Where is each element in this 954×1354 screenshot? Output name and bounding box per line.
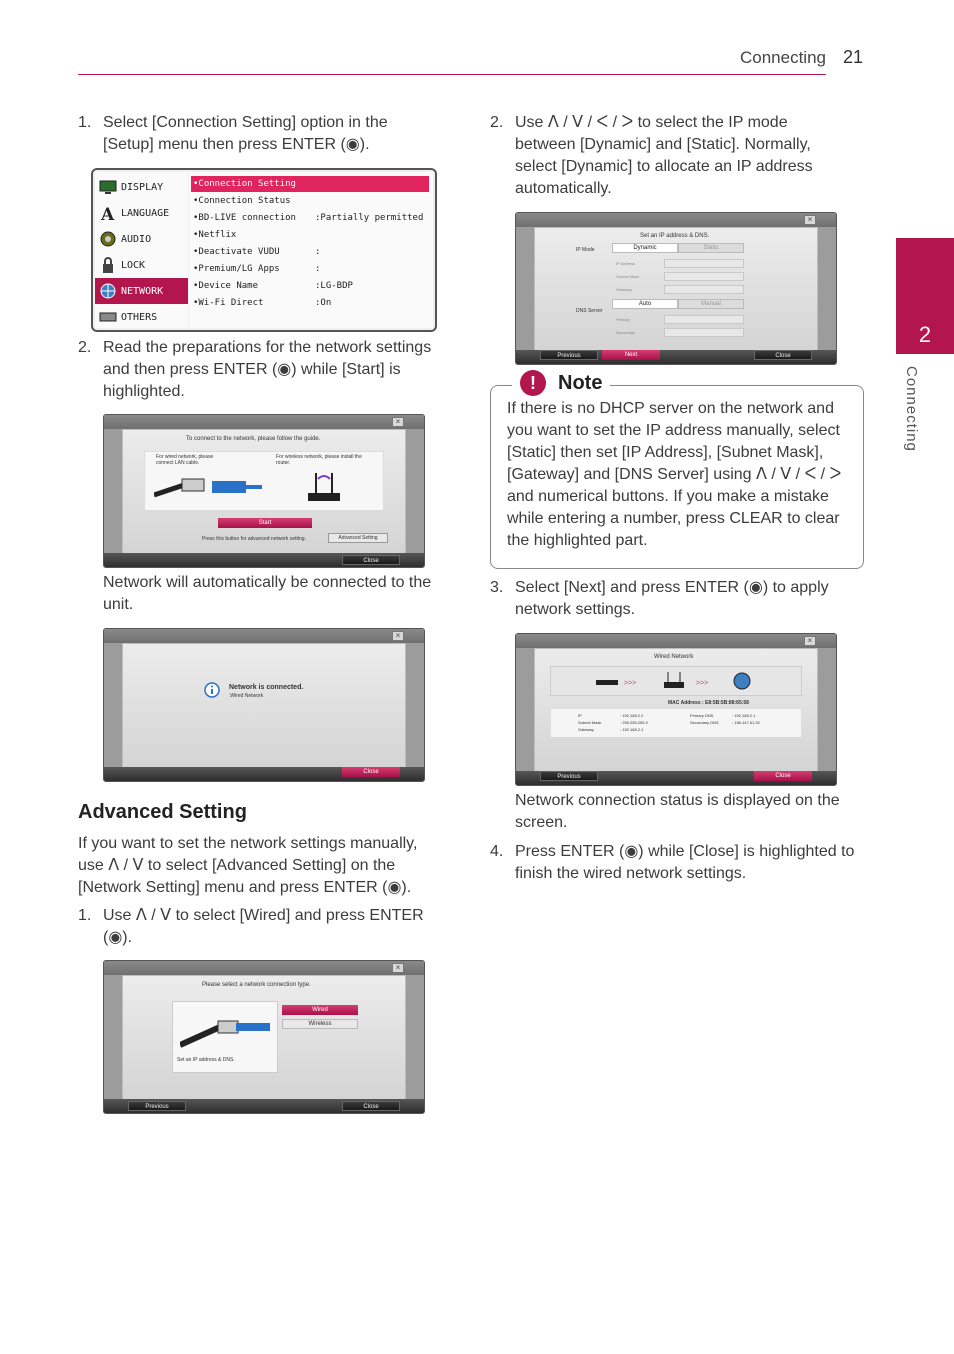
connected-message: Network is connected. [229, 684, 304, 691]
note-text: If there is no DHCP server on the network and you want to set the IP address manually, select [Static] then set [IP Address], [Subnet Mask], [Gateway] and [DNS Server] using ᐱ / ᐯ / ᐸ / ᐳ and numerical buttons. If you make a mistake while entering a number, press CLEAR to clear the highlighted part. [507, 400, 842, 549]
menu-item-lock[interactable] [95, 252, 188, 278]
wired-status-screen [515, 633, 837, 786]
gateway-label: Gateway [616, 287, 632, 292]
left-step-1 [78, 112, 428, 156]
menu-item-audio[interactable] [95, 226, 188, 252]
close-button[interactable]: Close [754, 771, 812, 781]
ip-label: IP [578, 713, 582, 718]
right-step-4 [490, 841, 860, 885]
connected-dialog [122, 643, 406, 769]
step-text: Read the preparations for the network settings and then press ENTER (◉) while [Start] is highlighted. [103, 339, 432, 400]
menu-item-label: OTHERS [121, 312, 158, 323]
network-start-screen [103, 414, 425, 568]
start-button[interactable]: Start [218, 518, 312, 528]
step-text: Press ENTER (◉) while [Close] is highlighted to finish the wired network settings. [515, 843, 855, 882]
globe-icon [99, 282, 117, 300]
step-number: 2. [490, 114, 504, 131]
close-button[interactable]: Close [342, 767, 400, 777]
advanced-hint: Press this button for advanced network setting. [202, 536, 306, 542]
step-text: Use ᐱ / ᐯ / ᐸ / ᐳ to select the IP mode between [Dynamic] and [Static]. Normally, select [Dynamic] to allocate an IP address automatically. [515, 114, 813, 197]
option-deactivate-vudu[interactable] [191, 244, 429, 260]
menu-item-label: NETWORK [121, 286, 164, 297]
option-value: :LG-BDP [315, 281, 353, 291]
setup-menu-screen [91, 168, 437, 332]
status-title: Wired Network [654, 654, 694, 660]
option-label: •Connection Status [193, 196, 291, 206]
step-number: 1. [78, 907, 92, 924]
display-icon [99, 178, 117, 196]
mac-address: MAC Address : E8:5B:5B:88:65:58 [668, 700, 749, 706]
menu-item-label: AUDIO [121, 234, 152, 245]
step-text: Select [Connection Setting] option in the [Setup] menu then press ENTER (◉). [103, 114, 388, 153]
setup-menu-options [189, 172, 433, 328]
option-device-name[interactable] [191, 278, 429, 294]
ip-setting-screen [515, 212, 837, 365]
note-header [512, 368, 610, 398]
wired-guide-text: For wired network, please connect LAN cable. [156, 454, 214, 466]
close-icon[interactable]: × [804, 215, 816, 225]
screen-title-bar [104, 415, 424, 429]
static-tab[interactable]: Static [678, 243, 744, 253]
secondary-dns-label: Secondary [616, 330, 636, 335]
secondary-dns-value: : 156.147.61.32 [732, 720, 760, 725]
menu-item-display[interactable] [95, 174, 188, 200]
guide-title: To connect to the network, please follow the guide. [186, 436, 321, 442]
step-text: Use ᐱ / ᐯ to select [Wired] and press ENTER (◉). [103, 907, 424, 946]
info-icon [204, 682, 220, 698]
option-label: •BD-LIVE connection [193, 213, 296, 223]
exclamation-icon: ! [520, 370, 546, 396]
chapter-tab [896, 238, 954, 354]
svg-text:A: A [101, 205, 115, 222]
ip-mode-label: IP Mode [576, 247, 595, 253]
dynamic-tab[interactable]: Dynamic [612, 243, 678, 253]
ip-value: : 192.168.2.2 [620, 713, 644, 718]
primary-dns-label: Primary DNS [690, 713, 714, 718]
connection-type-screen [103, 960, 425, 1114]
option-value: : [315, 247, 321, 257]
menu-item-label: LOCK [121, 260, 146, 271]
gateway-value: : 192.168.2.1 [620, 727, 644, 732]
menu-item-network[interactable] [95, 278, 188, 304]
step-number: 2. [78, 339, 92, 356]
step-number: 3. [490, 579, 504, 596]
menu-item-label: LANGUAGE [121, 208, 170, 219]
audio-icon [99, 230, 117, 248]
close-icon[interactable]: × [392, 417, 404, 427]
advanced-setting-button[interactable]: Advanced Setting [328, 533, 388, 543]
screen-title-bar [104, 961, 424, 975]
others-icon [99, 308, 117, 326]
type-description: Set an IP address & DNS. [177, 1057, 235, 1063]
manual-tab[interactable]: Manual [678, 299, 744, 309]
option-premium-apps[interactable] [191, 261, 429, 277]
option-netflix[interactable] [191, 227, 429, 243]
option-wifi-direct[interactable] [191, 295, 429, 311]
menu-item-others[interactable] [95, 304, 188, 330]
svg-text:>>>: >>> [696, 680, 709, 687]
language-icon [99, 204, 117, 222]
option-label: •Connection Setting [193, 179, 296, 189]
secondary-dns-field[interactable] [664, 328, 744, 337]
router-icon [304, 465, 344, 505]
right-step-3 [490, 577, 840, 621]
svg-text:>>>: >>> [624, 680, 637, 687]
subnet-field[interactable] [664, 272, 744, 281]
wireless-option[interactable]: Wireless [282, 1019, 358, 1029]
previous-button[interactable]: Previous [540, 350, 598, 360]
lock-icon [99, 256, 117, 274]
close-icon[interactable]: × [804, 636, 816, 646]
close-button[interactable]: Close [342, 1101, 400, 1111]
previous-button[interactable]: Previous [540, 771, 598, 781]
option-value: :Partially permitted [315, 213, 424, 223]
setup-menu-categories [95, 172, 188, 328]
auto-tab[interactable]: Auto [612, 299, 678, 309]
wired-option[interactable]: Wired [282, 1005, 358, 1015]
type-title: Please select a network connection type. [202, 982, 311, 988]
ip-title: Set an IP address & DNS. [640, 233, 710, 239]
close-icon[interactable]: × [392, 631, 404, 641]
option-connection-setting[interactable] [191, 176, 429, 192]
left-step-2 [78, 337, 448, 403]
option-value: : [315, 264, 321, 274]
step-number: 4. [490, 843, 504, 860]
subnet-label: Subnet Mask [578, 720, 602, 725]
screen-title-bar [516, 634, 836, 648]
primary-dns-label: Primary [616, 317, 630, 322]
screen-title-bar [104, 629, 424, 643]
option-connection-status[interactable] [191, 193, 429, 209]
subnet-label: Subnet Mask [616, 274, 640, 279]
menu-item-label: DISPLAY [121, 182, 164, 193]
step-number: 1. [78, 114, 92, 131]
close-button[interactable]: Close [342, 555, 400, 565]
option-label: •Deactivate VUDU [193, 247, 280, 257]
header-section-title: Connecting [739, 48, 826, 67]
network-connected-screen [103, 628, 425, 782]
option-label: •Wi-Fi Direct [193, 298, 264, 308]
ip-address-field[interactable] [664, 259, 744, 268]
connected-network-type: :Wired Network [229, 693, 264, 699]
advanced-setting-text: If you want to set the network settings manually, use ᐱ / ᐯ to select [Advanced Setting] on the [Network Setting] menu and press ENTER (◉). [78, 835, 418, 896]
option-label: •Device Name [193, 281, 259, 291]
right-step-2 [490, 112, 840, 200]
step-text: Select [Next] and press ENTER (◉) to apply network settings. [515, 579, 829, 618]
advanced-setting-heading: Advanced Setting [78, 801, 247, 823]
option-value: :On [315, 298, 332, 308]
note-title: Note [558, 371, 603, 394]
status-description: Network connection status is displayed on the screen. [515, 792, 840, 831]
gateway-label: Gateway [578, 727, 594, 732]
chapter-label: Connecting [903, 366, 920, 452]
close-button[interactable]: Close [754, 350, 812, 360]
option-label: •Netflix [193, 230, 237, 240]
wireless-guide-text: For wireless network, please install the router. [276, 454, 362, 466]
secondary-dns-label: Secondary DNS [690, 720, 719, 725]
page-number: 21 [843, 47, 864, 67]
previous-button[interactable]: Previous [128, 1101, 186, 1111]
option-bd-live[interactable] [191, 210, 429, 226]
advanced-step-1 [78, 905, 438, 949]
chapter-number: 2 [918, 322, 932, 347]
screen-title-bar [516, 213, 836, 227]
menu-item-language[interactable] [95, 200, 188, 226]
header-divider [78, 74, 826, 75]
lan-cable-icon [154, 473, 264, 503]
primary-dns-value: : 192.168.2.1 [732, 713, 756, 718]
option-label: •Premium/LG Apps [193, 264, 280, 274]
ip-address-label: IP Address [616, 261, 636, 266]
subnet-value: : 255.255.255.0 [620, 720, 648, 725]
lan-cable-icon [180, 1015, 272, 1049]
primary-dns-field[interactable] [664, 315, 744, 324]
network-path-icon [596, 670, 756, 692]
auto-connect-text: Network will automatically be connected to the unit. [103, 574, 432, 613]
close-icon[interactable]: × [392, 963, 404, 973]
gateway-field[interactable] [664, 285, 744, 294]
dns-server-label: DNS Server [576, 308, 603, 314]
next-button[interactable]: Next [602, 350, 660, 360]
